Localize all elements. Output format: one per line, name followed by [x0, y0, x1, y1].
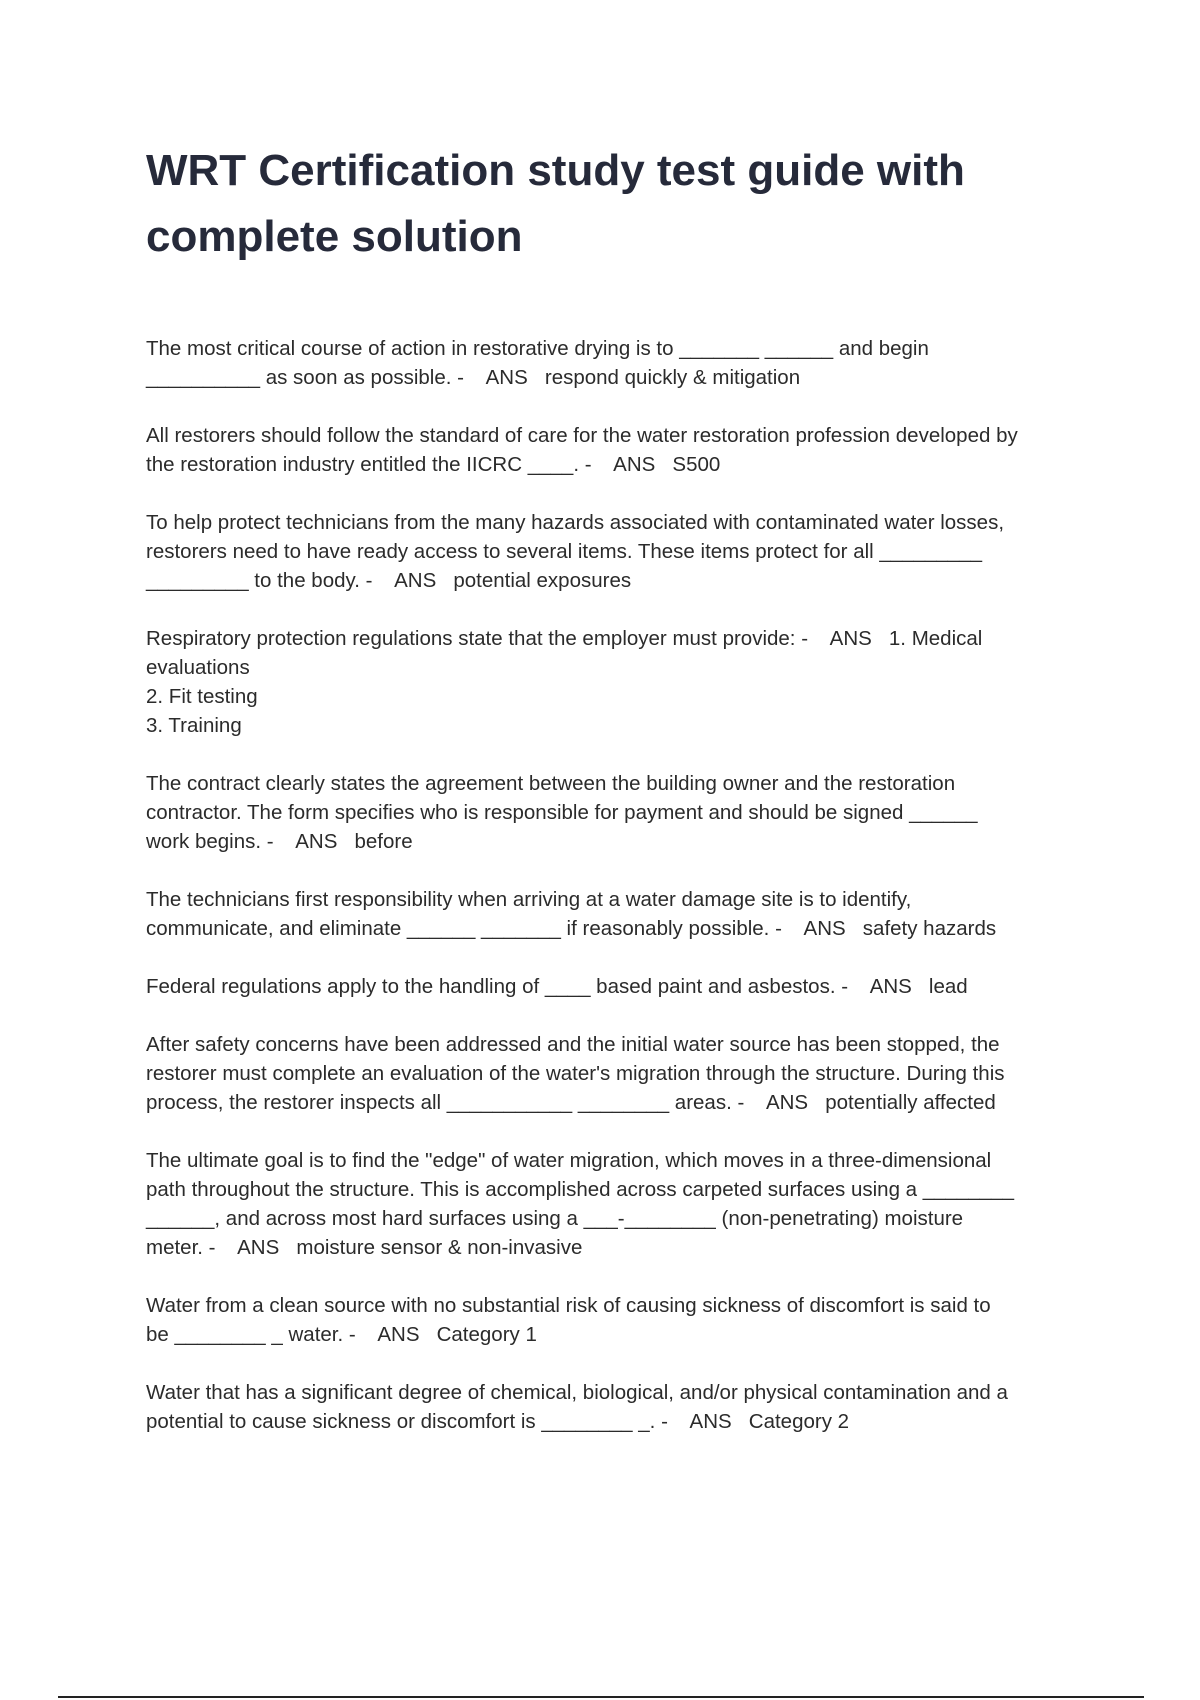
question-item: The most critical course of action in restorative drying is to _______ ______ and begin __________ as soon as possible. - ANS respond quickly & mitigation — [146, 337, 929, 389]
footer-divider — [58, 1696, 1144, 1698]
question-item: Federal regulations apply to the handling of ____ based paint and asbestos. - ANS lead — [146, 975, 968, 998]
question-item: The ultimate goal is to find the "edge" of water migration, which moves in a three-dimensional path throughout the structure. This is accomplished across carpeted surfaces using a ________ ______, and across most hard surfaces using a ___-________ (non-penetrating) moisture meter. - ANS moisture sensor & non-invasive — [146, 1149, 1014, 1259]
question-item: Respiratory protection regulations state that the employer must provide: - ANS 1. Medical evaluations 2. Fit testing 3. Training — [146, 627, 983, 737]
question-item: All restorers should follow the standard of care for the water restoration profession developed by the restoration industry entitled the IICRC ____. - ANS S500 — [146, 424, 1018, 476]
question-item: To help protect technicians from the many hazards associated with contaminated water losses, restorers need to have ready access to several items. These items protect for all _________ _________ to the body. - ANS potential exposures — [146, 511, 1005, 592]
question-item: Water from a clean source with no substantial risk of causing sickness of discomfort is said to be ________ _ water. - ANS Category 1 — [146, 1294, 991, 1346]
question-item: The contract clearly states the agreement between the building owner and the restoration contractor. The form specifies who is responsible for payment and should be signed ______ work begins. - ANS before — [146, 772, 978, 853]
question-list — [146, 334, 1096, 1465]
question-item: The technicians first responsibility when arriving at a water damage site is to identify, communicate, and eliminate ______ _______ if reasonably possible. - ANS safety hazards — [146, 888, 997, 940]
document-title: WRT Certification study test guide with complete solution — [146, 146, 965, 261]
question-item: Water that has a significant degree of chemical, biological, and/or physical contamination and a potential to cause sickness or discomfort is ________ _. - ANS Category 2 — [146, 1381, 1008, 1433]
question-item: After safety concerns have been addressed and the initial water source has been stopped, the restorer must complete an evaluation of the water's migration through the structure. During this process, the restorer inspects all ___________ ________ areas. - ANS potentially affected — [146, 1033, 1005, 1114]
